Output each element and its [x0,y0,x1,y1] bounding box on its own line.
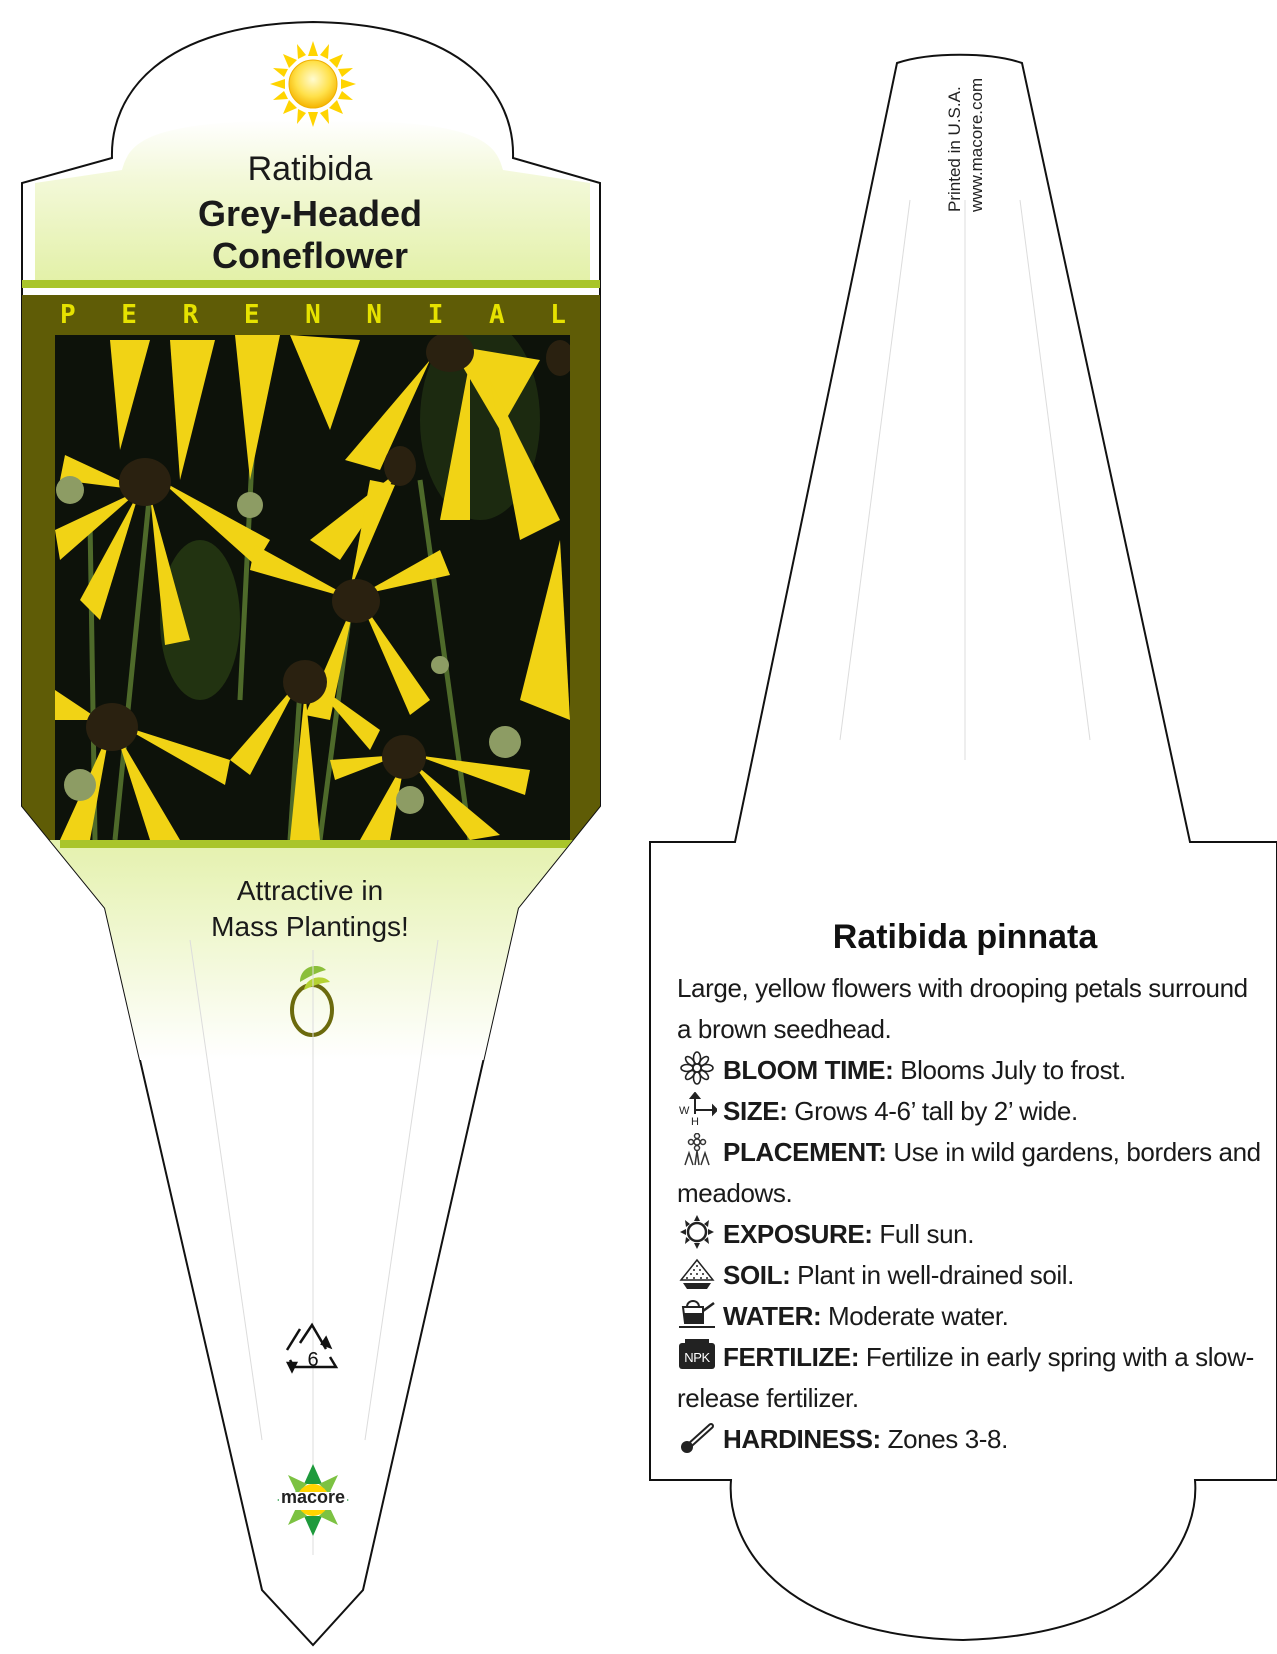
category-letter: R [182,300,199,330]
care-text: Full sun. [879,1219,975,1249]
care-label: EXPOSURE: [723,1219,873,1249]
care-item-fertilize [677,1337,1267,1419]
care-label: FERTILIZE: [723,1342,860,1372]
printed-country: Printed in U.S.A. [945,86,964,212]
soil-icon [677,1256,717,1290]
sun-icon [677,1215,717,1249]
printed-info [945,52,986,222]
care-label: SIZE: [723,1096,788,1126]
common-name-line1: Grey-Headed [197,193,423,234]
care-item-size [677,1091,1267,1132]
care-text: Use in wild gardens, borders and meadows. [677,1137,1261,1208]
brand-logo-text: macore [280,1487,346,1507]
printed-website: www.macore.com [967,77,986,212]
category-letter: N [366,300,383,330]
tagline-line1: Attractive in [236,875,384,906]
category-letter: E [243,300,260,330]
care-item-exposure [677,1214,1267,1255]
care-text: Grows 4-6’ tall by 2’ wide. [794,1096,1078,1126]
care-text: Moderate water. [828,1301,1009,1331]
category-letter: E [121,300,137,330]
thermometer-icon [677,1420,717,1454]
care-item-hardiness [677,1419,1267,1460]
category-letter: N [305,300,321,330]
care-item-bloom [677,1050,1267,1091]
care-text: Zones 3-8. [887,1424,1008,1454]
placement-icon [677,1133,717,1167]
size-icon [677,1092,717,1126]
category-letter: L [550,300,566,330]
care-label: PLACEMENT: [723,1137,887,1167]
plant-description: Large, yellow flowers with drooping petals surround a brown seedhead. [677,973,1248,1044]
npk-icon [677,1338,717,1372]
botanical-name: Ratibida pinnata [832,918,1098,956]
care-label: WATER: [723,1301,822,1331]
category-letter: I [427,300,444,330]
svg-text:W: W [679,1105,689,1117]
care-label: BLOOM TIME: [723,1055,894,1085]
category-letter: P [60,300,76,330]
svg-text:H: H [691,1116,699,1126]
care-label: HARDINESS: [723,1424,881,1454]
flower-icon [677,1051,717,1085]
watering-can-icon [677,1297,717,1331]
tagline-line2: Mass Plantings! [211,911,409,942]
category-letter: A [488,300,505,330]
care-item-soil [677,1255,1267,1296]
common-name-line2: Coneflower [211,235,408,276]
care-label: SOIL: [723,1260,791,1290]
recycle-code: 6 [307,1349,319,1371]
svg-text:NPK: NPK [684,1350,710,1365]
care-info [677,968,1267,1460]
care-item-placement [677,1132,1267,1214]
care-item-water [677,1296,1267,1337]
care-text: Fertilize in early spring with a slow-release fertilizer. [677,1342,1254,1413]
care-text: Blooms July to frost. [900,1055,1126,1085]
genus-name: Ratibida [247,150,373,188]
care-text: Plant in well-drained soil. [797,1260,1074,1290]
